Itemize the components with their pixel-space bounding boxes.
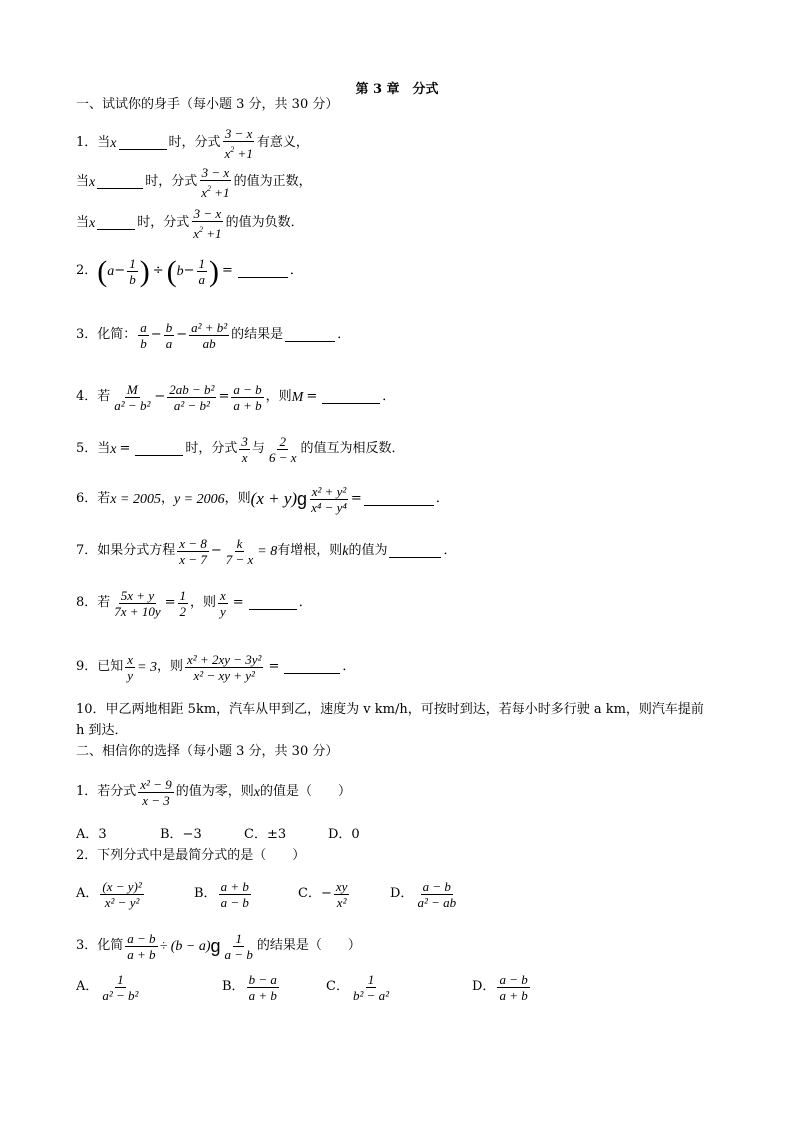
mc1-label: 1．若分式 bbox=[76, 784, 137, 800]
answer-blank[interactable] bbox=[322, 391, 380, 404]
q1-text: 当 bbox=[76, 215, 90, 231]
option-b[interactable]: B． $\frac{b - a}{a + b}$ bbox=[222, 972, 277, 1003]
q1-text: 时，分式 bbox=[168, 135, 221, 151]
q1-text: 1．当 bbox=[76, 135, 111, 151]
answer-blank[interactable] bbox=[97, 176, 143, 189]
question-6: 6．若 x = 2005 ， y = 2006 ，则 (x + y) g $\frac{\text{x² + y²}}{\text{x⁴ − y⁴}}$ = ． bbox=[76, 484, 449, 515]
q4-label: 4．若 bbox=[76, 389, 111, 405]
question-1-line-3 bbox=[76, 206, 304, 241]
option-d[interactable]: D． $\frac{a - b}{\text{a² − ab}}$ bbox=[390, 879, 457, 910]
mc1-options bbox=[76, 828, 412, 842]
mc3-options bbox=[76, 972, 532, 1003]
question-1-line-2 bbox=[76, 165, 312, 200]
q1-text: 有意义， bbox=[256, 135, 309, 151]
q9-label: 9．已知 bbox=[76, 659, 124, 675]
q7-label: 7．如果分式方程 bbox=[76, 543, 176, 559]
mc-question-1: 1．若分式 $\frac{\text{x² − 9}}{x - 3}$ 的值为零，则 x 的值是（ ） bbox=[76, 777, 351, 808]
mc3-label: 3．化简 bbox=[76, 938, 124, 954]
answer-blank[interactable] bbox=[119, 137, 167, 150]
numerator: 3 − x bbox=[201, 165, 230, 180]
q1-text: 时，分式 bbox=[137, 215, 190, 231]
q8-label: 8．若 bbox=[76, 595, 111, 611]
page-title: 第 3 章 分式 bbox=[355, 82, 439, 97]
q3-label: 3．化简： bbox=[76, 327, 137, 343]
question-8: 8．若 $\frac{5x + y}{7x + 10y}$ = $\frac{1}{2}$ ，则 $\frac{x}{y}$ = ． bbox=[76, 588, 312, 619]
section1-heading: 一、试试你的身手（每小题 3 分，共 30 分） bbox=[76, 97, 339, 112]
fraction bbox=[191, 206, 223, 241]
denominator: $x^2 +1$ bbox=[201, 184, 230, 200]
option-a[interactable]: A． $\frac{\text{(x − y)²}}{\text{x² − y²}}$ bbox=[76, 879, 142, 910]
answer-blank[interactable] bbox=[135, 443, 183, 456]
option-d[interactable]: D． $\frac{a - b}{a + b}$ bbox=[472, 972, 528, 1003]
q2-label: 2． bbox=[76, 263, 98, 279]
q1-text: 的值为负数． bbox=[225, 215, 304, 231]
option-c[interactable]: C． − $\frac{xy}{\text{x²}}$ bbox=[298, 879, 348, 910]
option-b[interactable]: B．−3 bbox=[160, 827, 202, 842]
section2-heading: 二、相信你的选择（每小题 3 分，共 30 分） bbox=[76, 744, 339, 759]
answer-blank[interactable] bbox=[389, 545, 441, 558]
var-x: x bbox=[89, 215, 96, 231]
option-c[interactable]: C． $\frac{1}{\text{b² − a²}}$ bbox=[326, 972, 390, 1003]
question-3: 3．化简： $\frac{a}{b}$ − $\frac{b}{a}$ − $\frac{\text{a² + b²}}{ab}$ 的结果是 ． bbox=[76, 320, 351, 351]
question-2: 2． ( a − $\frac{1}{b}$ ) ÷ ( b − $\frac{1}{a}$ ) = ． bbox=[76, 254, 303, 288]
mc-question-2: 2．下列分式中是最简分式的是（ ） bbox=[76, 848, 306, 863]
answer-blank[interactable] bbox=[97, 217, 135, 230]
question-9: 9．已知 $\frac{x}{y}$ = 3 ，则 $\frac{\text{x² + 2xy − 3y²}}{\text{x² − xy + y²}}$ = ． bbox=[76, 652, 356, 683]
q1-text: 时，分式 bbox=[145, 174, 198, 190]
fraction bbox=[223, 126, 255, 161]
fraction: $\frac{1}{b}$ bbox=[129, 256, 136, 287]
answer-blank[interactable] bbox=[285, 329, 335, 342]
option-a[interactable]: A．3 bbox=[76, 827, 107, 842]
question-4: 4．若 $\frac{M}{\text{a² − b²}}$ − $\frac{\text{2ab − b²}}{\text{a² − b²}}$ = $\frac{a - b}{a + b}$ ，则 M = ． bbox=[76, 382, 396, 413]
var-x: x bbox=[110, 135, 117, 151]
var-x: x bbox=[89, 174, 96, 190]
answer-blank[interactable] bbox=[249, 597, 297, 610]
numerator: 3 − x bbox=[193, 206, 222, 221]
q1-text: 的值为正数， bbox=[233, 174, 312, 190]
fraction bbox=[199, 165, 231, 200]
question-5: 5．当 x = 时，分式 $\frac{3}{x}$ 与 $\frac{2}{6 - x}$ 的值互为相反数． bbox=[76, 434, 405, 465]
answer-blank[interactable] bbox=[284, 661, 340, 674]
q6-label: 6．若 bbox=[76, 491, 111, 507]
answer-blank[interactable] bbox=[238, 265, 288, 278]
question-1-line-1 bbox=[76, 126, 309, 161]
q5-label: 5．当 bbox=[76, 441, 111, 457]
q1-text: 当 bbox=[76, 174, 90, 190]
question-10-line-1: 10．甲乙两地相距 5km，汽车从甲到乙，速度为 v km/h，可按时到达，若每小时多行驶 a km，则汽车提前 bbox=[76, 702, 704, 717]
question-10-line-2: h 到达． bbox=[76, 723, 128, 738]
option-b[interactable]: B． $\frac{a + b}{a - b}$ bbox=[194, 879, 249, 910]
denominator: $x^2 +1$ bbox=[193, 225, 222, 241]
option-c[interactable]: C．±3 bbox=[244, 827, 287, 842]
question-7: 7．如果分式方程 $\frac{x - 8}{x - 7}$ − $\frac{k}{7 - x}$ = 8 有增根，则 k 的值为 ． bbox=[76, 536, 457, 567]
denominator: $x^2 +1$ bbox=[224, 145, 253, 161]
option-a[interactable]: A． $\frac{1}{\text{a² − b²}}$ bbox=[76, 972, 139, 1003]
fraction: $\frac{1}{a}$ bbox=[198, 256, 205, 287]
mc2-options bbox=[76, 879, 460, 910]
mc-question-3: 3．化简 $\frac{a - b}{a + b}$ ÷ (b − a) g $\frac{1}{a - b}$ 的结果是（ ） bbox=[76, 931, 361, 962]
numerator: 3 − x bbox=[224, 126, 253, 141]
answer-blank[interactable] bbox=[364, 493, 434, 506]
option-d[interactable]: D．0 bbox=[328, 827, 360, 842]
